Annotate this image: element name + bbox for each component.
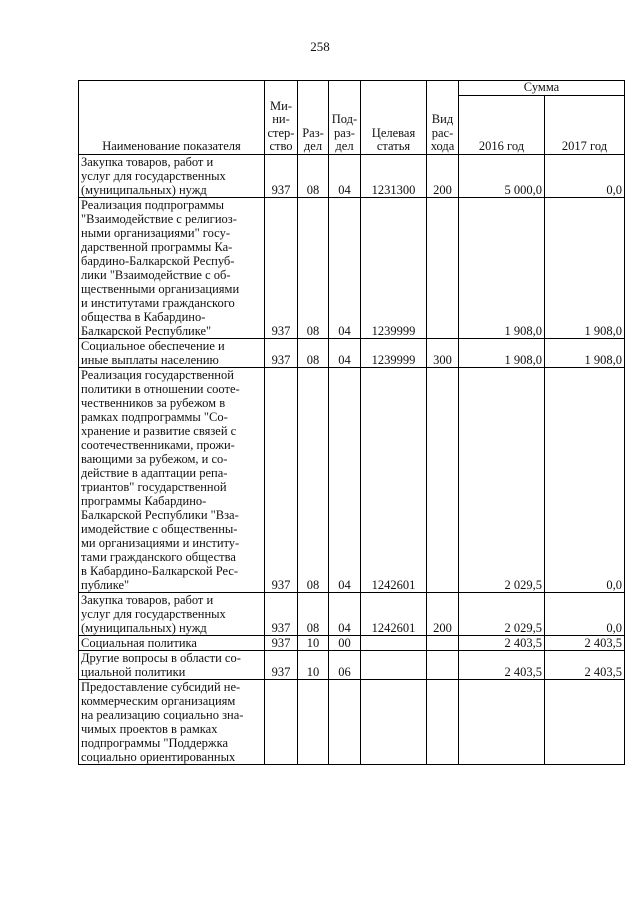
subsection-cell: 04 (329, 367, 361, 592)
ministry-cell: 937 (265, 635, 298, 650)
amount-2017-cell: 2 403,5 (545, 635, 625, 650)
expense-type-cell (427, 650, 459, 679)
header-row (79, 81, 625, 96)
header-expense-type: Вид рас- хода (427, 81, 459, 155)
header-year-2017: 2017 год (545, 95, 625, 154)
header-sum: Сумма (459, 81, 625, 96)
section-cell: 10 (298, 635, 329, 650)
target-cell (361, 679, 427, 764)
subsection-cell: 04 (329, 338, 361, 367)
amount-2017-cell: 1 908,0 (545, 338, 625, 367)
section-cell: 08 (298, 367, 329, 592)
expense-type-cell (427, 679, 459, 764)
ministry-cell: 937 (265, 367, 298, 592)
amount-2017-cell: 0,0 (545, 592, 625, 635)
amount-2016-cell (459, 679, 545, 764)
ministry-cell: 937 (265, 338, 298, 367)
target-cell: 1242601 (361, 592, 427, 635)
header-ministry: Ми- ни- стер- ство (265, 81, 298, 155)
table-row (79, 592, 625, 635)
subsection-cell: 04 (329, 197, 361, 338)
table-row (79, 650, 625, 679)
name-cell: Закупка товаров, работ и услуг для государственных (муниципальных) нужд (79, 592, 265, 635)
ministry-cell: 937 (265, 650, 298, 679)
page-number: 258 (310, 39, 330, 54)
section-cell: 08 (298, 592, 329, 635)
ministry-cell (265, 679, 298, 764)
expense-type-cell: 300 (427, 338, 459, 367)
subsection-cell: 00 (329, 635, 361, 650)
subsection-cell: 06 (329, 650, 361, 679)
ministry-cell: 937 (265, 592, 298, 635)
amount-2017-cell (545, 679, 625, 764)
amount-2016-cell: 5 000,0 (459, 154, 545, 197)
expense-type-cell (427, 635, 459, 650)
subsection-cell: 04 (329, 592, 361, 635)
expense-type-cell (427, 197, 459, 338)
table-row (79, 635, 625, 650)
ministry-cell: 937 (265, 154, 298, 197)
section-cell: 10 (298, 650, 329, 679)
expense-type-cell: 200 (427, 592, 459, 635)
budget-table (78, 80, 625, 765)
ministry-cell: 937 (265, 197, 298, 338)
header-target: Целевая статья (361, 81, 427, 155)
amount-2016-cell: 1 908,0 (459, 197, 545, 338)
name-cell: Социальное обеспечение и иные выплаты населению (79, 338, 265, 367)
table-row (79, 338, 625, 367)
name-cell: Закупка товаров, работ и услуг для государственных (муниципальных) нужд (79, 154, 265, 197)
section-cell: 08 (298, 154, 329, 197)
name-cell: Предоставление субсидий не- коммерческим организациям на реализацию социально зна- чимых проектов в рамках подпрограммы "Поддержка социально ориентированных (79, 679, 265, 764)
amount-2016-cell: 2 403,5 (459, 635, 545, 650)
name-cell: Другие вопросы в области со- циальной политики (79, 650, 265, 679)
amount-2017-cell: 2 403,5 (545, 650, 625, 679)
table-row (79, 197, 625, 338)
amount-2017-cell: 0,0 (545, 154, 625, 197)
amount-2016-cell: 2 029,5 (459, 592, 545, 635)
target-cell (361, 635, 427, 650)
amount-2016-cell: 2 029,5 (459, 367, 545, 592)
target-cell: 1231300 (361, 154, 427, 197)
table-row (79, 679, 625, 764)
table-row (79, 367, 625, 592)
header-subsection: Под- раз- дел (329, 81, 361, 155)
header-section: Раз- дел (298, 81, 329, 155)
section-cell: 08 (298, 197, 329, 338)
header-year-2016: 2016 год (459, 95, 545, 154)
amount-2016-cell: 2 403,5 (459, 650, 545, 679)
target-cell: 1239999 (361, 197, 427, 338)
name-cell: Реализация государственной политики в отношении соотe- чественников за рубежом в рамках подпрограммы "Со- хранение и развитие связей с соотечественниками, прожи- вающими за рубежом, и со- действие в адаптации репа- триантов" государственной программы Кабардино- Балкарской Республики "Вза- имодействие с общественны- ми организациями и институ- тами гражданского общества в Кабардино-Балкарской Рес- публике" (79, 367, 265, 592)
header-name: Наименование показателя (79, 81, 265, 155)
amount-2017-cell: 0,0 (545, 367, 625, 592)
amount-2017-cell: 1 908,0 (545, 197, 625, 338)
expense-type-cell (427, 367, 459, 592)
expense-type-cell: 200 (427, 154, 459, 197)
amount-2016-cell: 1 908,0 (459, 338, 545, 367)
section-cell (298, 679, 329, 764)
target-cell: 1242601 (361, 367, 427, 592)
name-cell: Реализация подпрограммы "Взаимодействие с религиоз- ными организациями" госу- дарственной программы Ка- бардино-Балкарской Респуб- лики "Взаимодействие с об- щественными организациями и институтами гражданского общества в Кабардино- Балкарской Республике" (79, 197, 265, 338)
target-cell (361, 650, 427, 679)
section-cell: 08 (298, 338, 329, 367)
name-cell: Социальная политика (79, 635, 265, 650)
subsection-cell (329, 679, 361, 764)
table-row (79, 154, 625, 197)
target-cell: 1239999 (361, 338, 427, 367)
subsection-cell: 04 (329, 154, 361, 197)
